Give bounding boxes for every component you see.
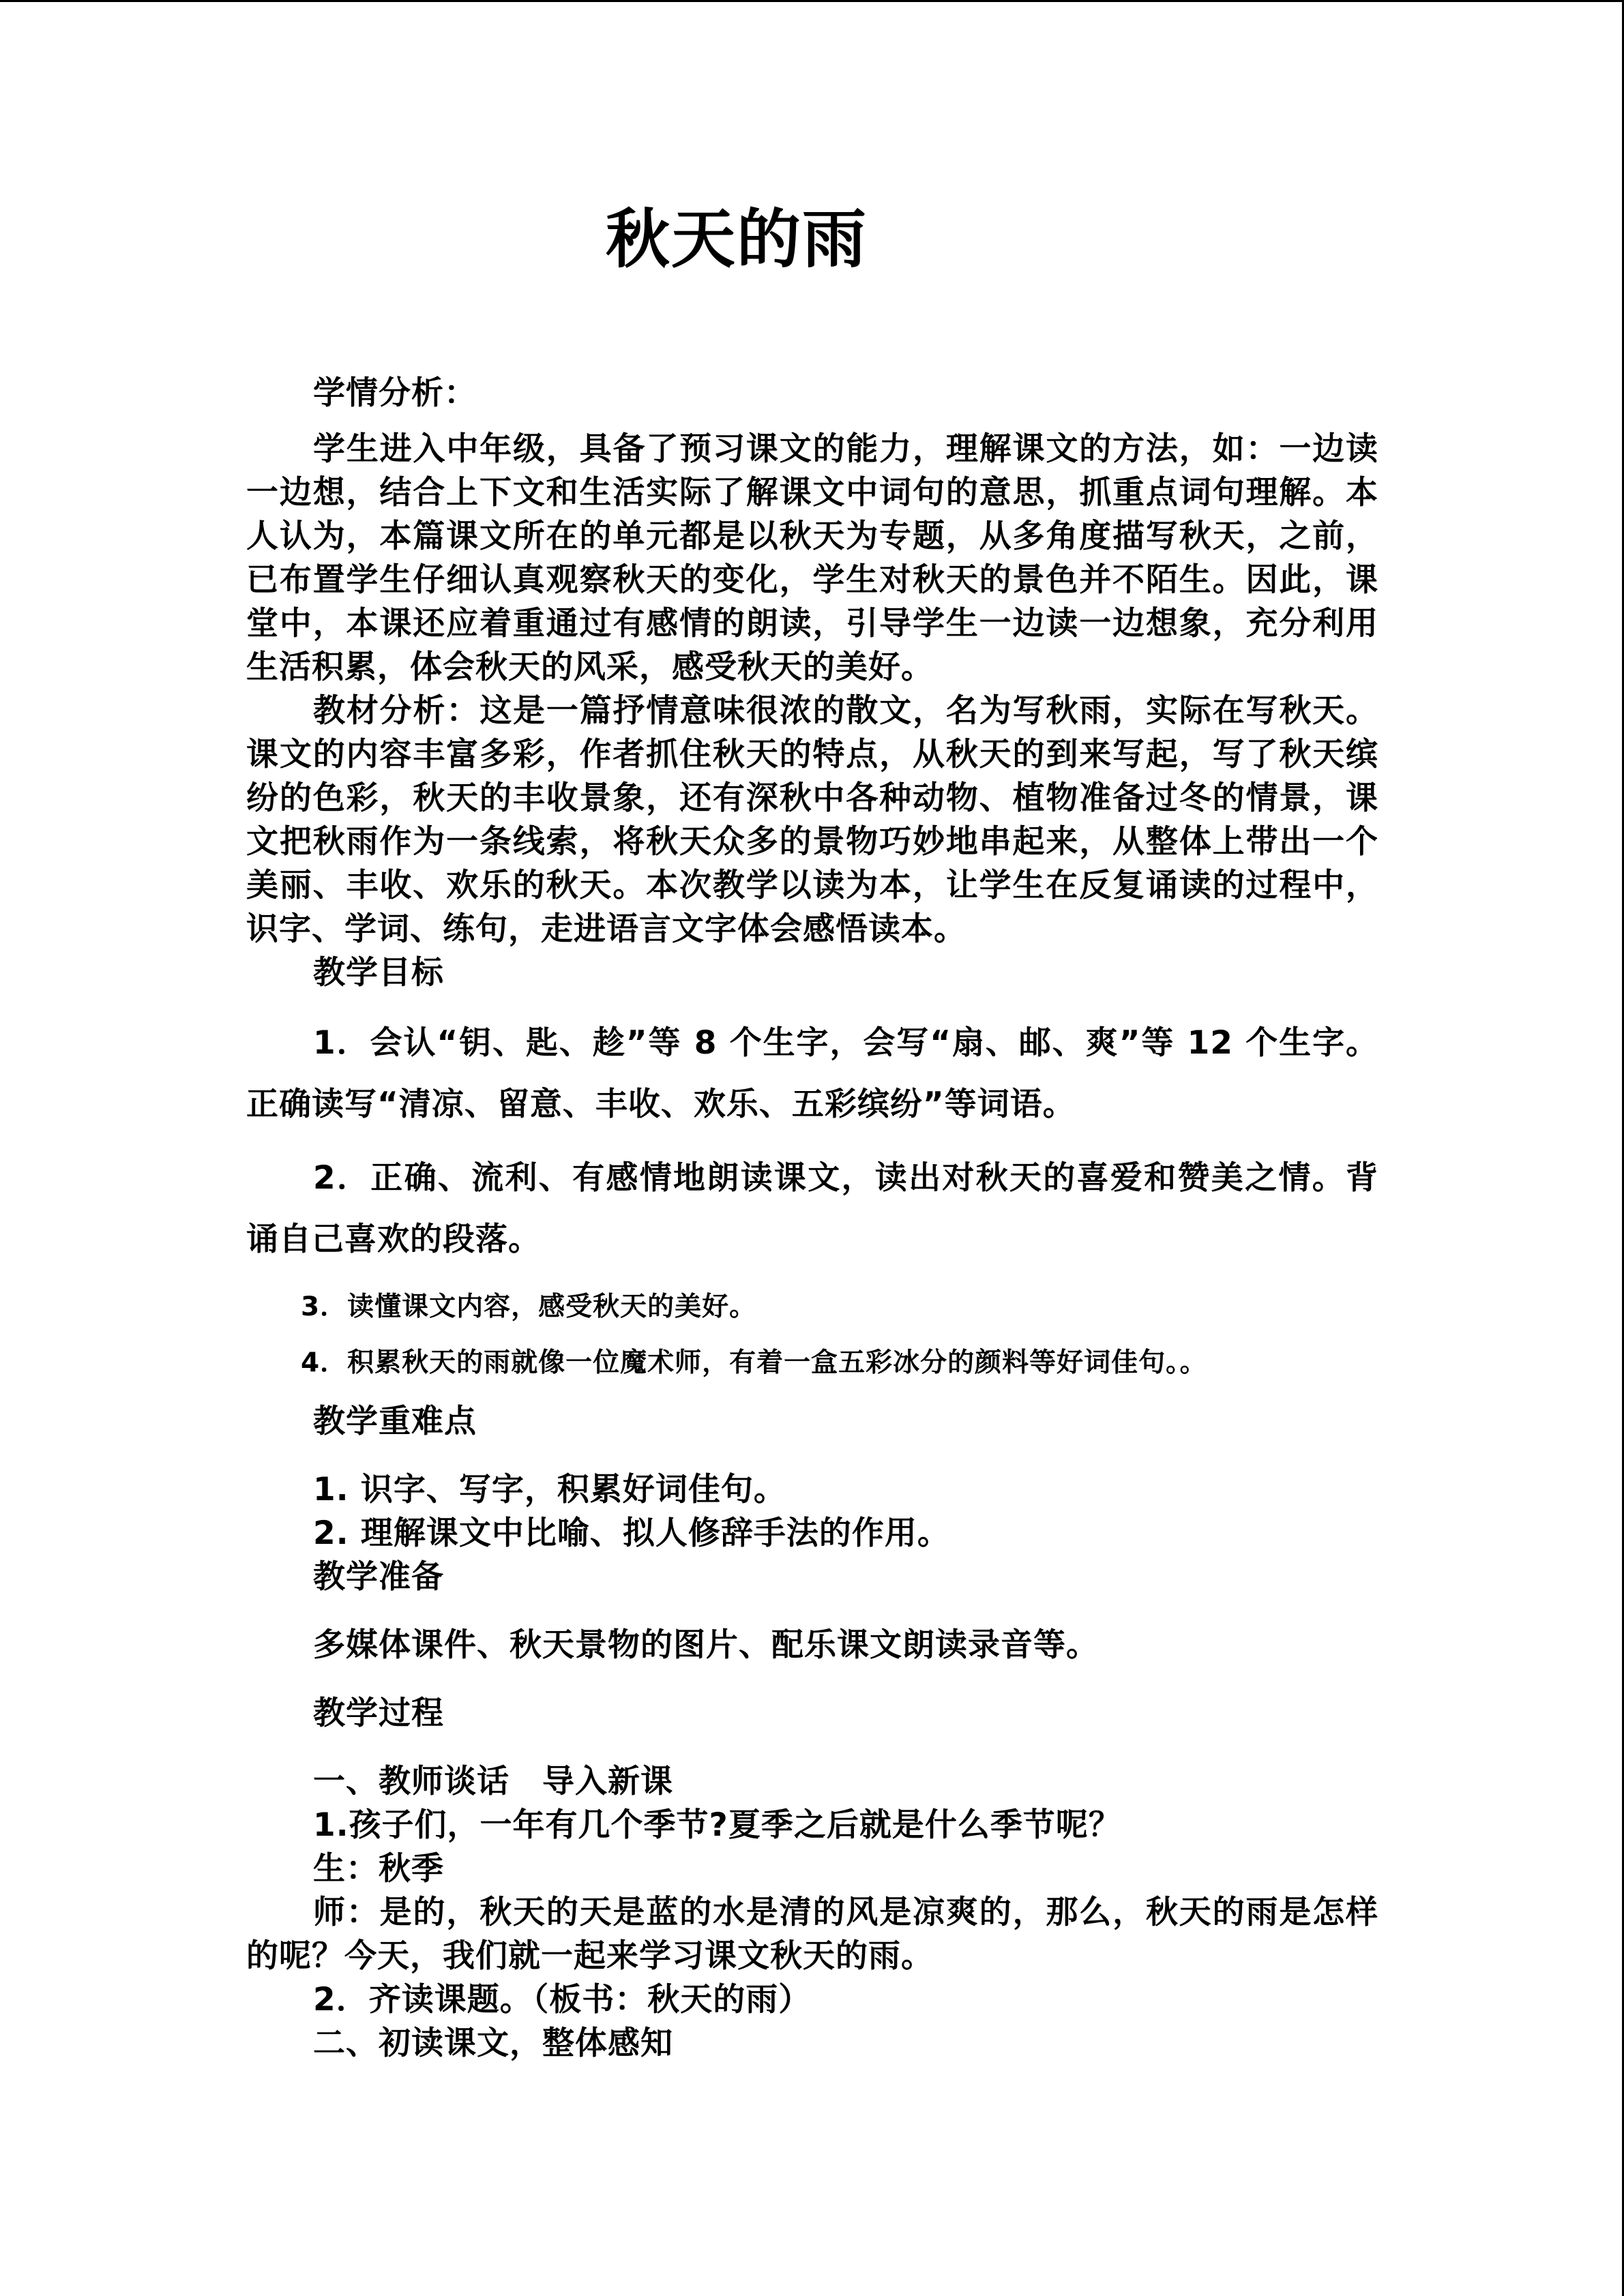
- mubiao-item-4: 4．积累秋天的雨就像一位魔术师，有着一盒五彩冰分的颜料等好词佳句。。: [301, 1347, 1207, 1378]
- zhunbei-paragraph: 多媒体课件、秋天景物的图片、配乐课文朗读录音等。: [313, 1626, 1099, 1664]
- zhunbei-heading: 教学准备: [313, 1558, 444, 1596]
- step1-answer: 生：秋季: [313, 1850, 444, 1888]
- mubiao-item-2: 2．正确、流利、有感情地朗读课文，读出对秋天的喜爱和赞美之情。背诵自己喜欢的段落。: [246, 1159, 1378, 1258]
- jiaocai-paragraph: 教材分析：这是一篇抒情意味很浓的散文，名为写秋雨，实际在写秋天。课文的内容丰富多彩，作者抓住秋天的特点，从秋天的到来写起，写了秋天缤纷的色彩，秋天的丰收景象，还有深秋中各种动物、植物准备过冬的情景，课文把秋雨作为一条线索，将秋天众多的景物巧妙地串起来，从整体上带出一个美丽、丰收、欢乐的秋天。本次教学以读为本，让学生在反复诵读的过程中，识字、学词、练句，走进语言文字体会感悟读本。: [246, 692, 1378, 948]
- mubiao-item-1: 1．会认“钥、匙、趁”等 8 个生字，会写“扇、邮、爽”等 12 个生字。正确读写“清凉、留意、丰收、欢乐、五彩缤纷”等词语。: [246, 1024, 1378, 1123]
- xueqing-paragraph: 学生进入中年级，具备了预习课文的能力，理解课文的方法，如：一边读一边想，结合上下文和生活实际了解课文中词句的意思，抓重点词句理解。本人认为，本篇课文所在的单元都是以秋天为专题，从多角度描写秋天，之前，已布置学生仔细认真观察秋天的变化，学生对秋天的景色并不陌生。因此，课堂中，本课还应着重通过有感情的朗读，引导学生一边读一边想象，充分利用生活积累，体会秋天的风采，感受秋天的美好。: [246, 430, 1378, 686]
- zhongnan-item-2: 2. 理解课文中比喻、拟人修辞手法的作用。: [313, 1515, 950, 1552]
- mubiao-heading: 教学目标: [313, 954, 444, 992]
- step2-heading: 二、初读课文，整体感知: [313, 2025, 673, 2062]
- step1-heading: 一、教师谈话 导入新课: [313, 1763, 673, 1800]
- step1-item-2: 2．齐读课题。（板书：秋天的雨）: [313, 1981, 812, 2018]
- mubiao-item-3: 3．读懂课文内容，感受秋天的美好。: [301, 1292, 757, 1322]
- page-top-border: [0, 0, 1624, 2]
- xueqing-heading: 学情分析：: [313, 374, 477, 412]
- step1-question: 1.孩子们，一年有几个季节?夏季之后就是什么季节呢？: [313, 1806, 1121, 1844]
- guocheng-heading: 教学过程: [313, 1695, 444, 1732]
- step1-teacher: 师：是的，秋天的天是蓝的水是清的风是凉爽的，那么，秋天的雨是怎样的呢？今天，我们就一起来学习课文秋天的雨。: [246, 1894, 1378, 1975]
- zhongnan-item-1: 1. 识字、写字，积累好词佳句。: [313, 1471, 786, 1508]
- document-body: [246, 372, 1378, 2066]
- zhongnan-heading: 教学重难点: [313, 1403, 477, 1440]
- page-title: 秋天的雨: [605, 203, 868, 277]
